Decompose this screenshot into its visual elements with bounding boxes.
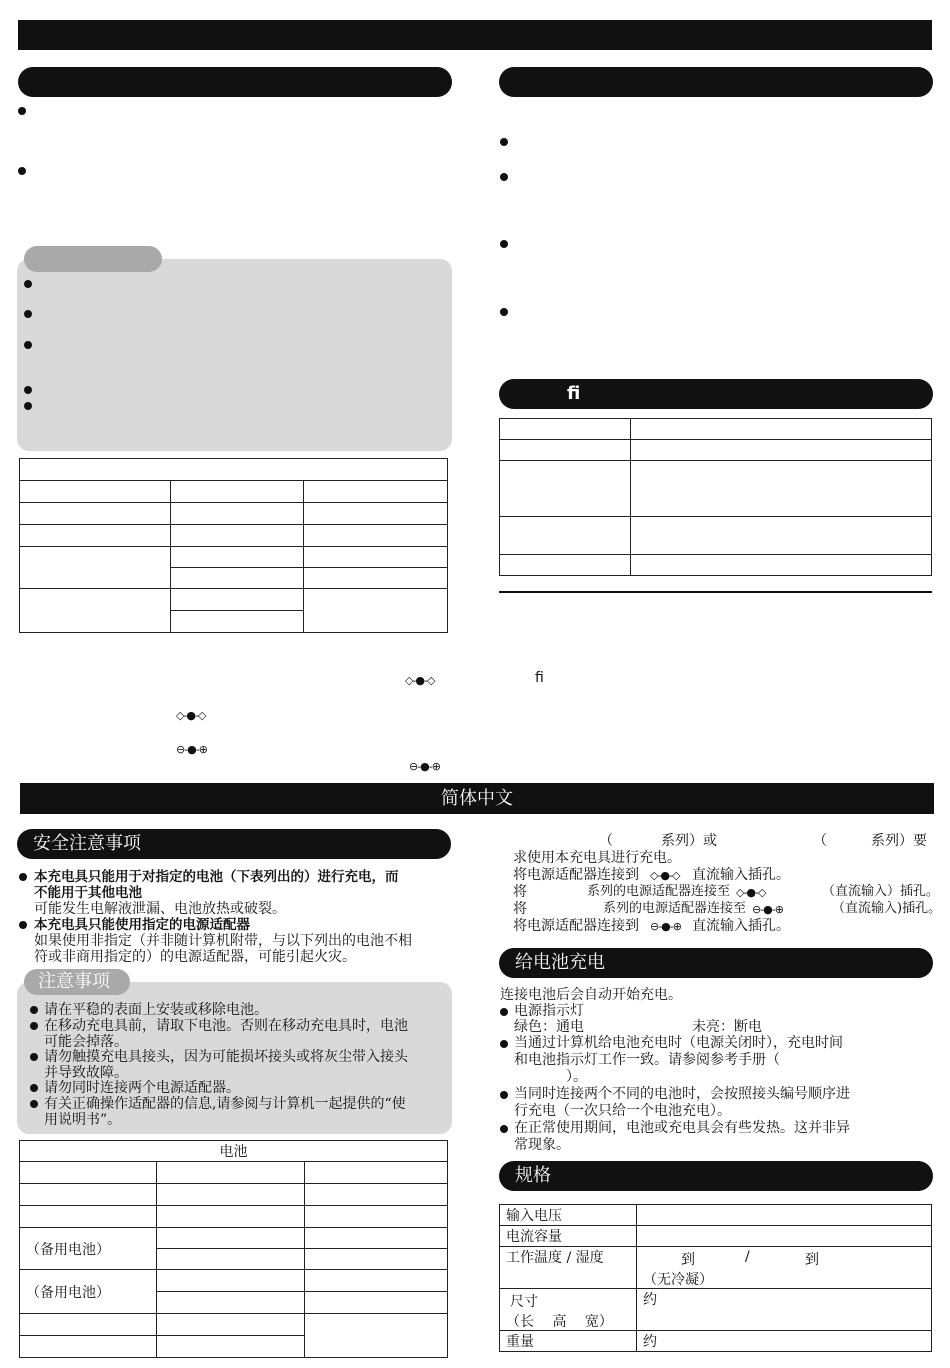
charging-item: ）。 bbox=[566, 1069, 587, 1085]
bullet-dot bbox=[500, 1091, 508, 1099]
bullet-dot bbox=[24, 341, 32, 349]
bullet-dot bbox=[30, 1006, 38, 1014]
spec-value: 到 bbox=[805, 1252, 819, 1268]
intro-paren: （ bbox=[813, 833, 827, 849]
bullet-dot bbox=[24, 386, 32, 394]
safety-item2-bold: 本充电具只能使用指定的电源适配器 bbox=[34, 917, 250, 933]
intro-line: 将电源适配器连接到 bbox=[513, 867, 639, 883]
bullet-dot bbox=[500, 308, 508, 316]
caution-item: 并导致故障。 bbox=[44, 1065, 128, 1081]
safety-item1-bold-b: 不能用于其他电池 bbox=[34, 885, 142, 901]
safety-title: 安全注意事项 bbox=[33, 833, 141, 854]
bullet-dot bbox=[30, 1084, 38, 1092]
intro-line: 系列的电源适配器连接至 bbox=[587, 884, 731, 899]
bullet-dot bbox=[24, 402, 32, 410]
spec-value: / bbox=[745, 1249, 750, 1265]
polarity-symbol-icon: ⊖-●-⊕ bbox=[650, 920, 681, 933]
battery-table bbox=[19, 1140, 448, 1358]
caution-title: 注意事项 bbox=[38, 971, 110, 992]
bullet-dot bbox=[500, 1040, 508, 1048]
spec-label: （长 高 宽） bbox=[506, 1314, 613, 1330]
top-banner bbox=[18, 20, 932, 50]
fi-label: fi bbox=[567, 383, 581, 404]
bullet-dot bbox=[30, 1053, 38, 1061]
charging-item: 电源指示灯 bbox=[514, 1003, 584, 1019]
upper-caution-block bbox=[17, 259, 452, 451]
divider-line bbox=[499, 591, 932, 593]
upper-right-heading-bar bbox=[499, 67, 933, 97]
specs-table bbox=[499, 1204, 932, 1352]
spec-label: 重量 bbox=[500, 1331, 637, 1352]
upper-specs-table bbox=[499, 418, 932, 576]
bullet-dot bbox=[500, 138, 508, 146]
bullet-dot bbox=[24, 310, 32, 318]
backup-battery-label: （备用电池） bbox=[20, 1228, 157, 1270]
caution-item: 请勿触摸充电具接头，因为可能损坏接头或将灰尘带入接头 bbox=[44, 1049, 408, 1065]
safety-item1-text: 可能发生电解液泄漏、电池放热或破裂。 bbox=[34, 901, 286, 917]
bullet-dot bbox=[500, 1125, 508, 1133]
charging-heading bbox=[499, 948, 933, 978]
section-title-bar bbox=[20, 783, 934, 814]
bullet-dot bbox=[19, 873, 27, 881]
spec-value: 到 bbox=[681, 1252, 695, 1268]
intro-line: 将电源适配器连接到 bbox=[513, 918, 639, 934]
upper-caution-pill bbox=[24, 246, 162, 272]
caution-item: 请勿同时连接两个电源适配器。 bbox=[44, 1080, 240, 1096]
intro-line: 将 bbox=[513, 901, 527, 917]
upper-left-heading-bar bbox=[18, 67, 452, 97]
safety-item2-text-b: 符或非商用指定的）的电源适配器，可能引起火灾。 bbox=[34, 949, 356, 965]
caution-item: 请在平稳的表面上安装或移除电池。 bbox=[44, 1002, 268, 1018]
safety-item1-bold-a: 本充电具只能用于对指定的电池（下表列出的）进行充电，而 bbox=[34, 869, 399, 885]
bullet-dot bbox=[500, 1008, 508, 1016]
spec-value: （无冷凝） bbox=[643, 1272, 713, 1288]
polarity-symbol-icon: ⊖-●-⊕ bbox=[752, 903, 783, 916]
backup-battery-label: （备用电池） bbox=[20, 1270, 157, 1314]
fi-note: fi bbox=[535, 670, 544, 686]
spec-label: 尺寸 bbox=[510, 1294, 538, 1310]
intro-line: （直流输入)插孔。 bbox=[832, 901, 942, 916]
intro-paren: （ bbox=[599, 833, 613, 849]
safety-heading bbox=[17, 829, 451, 859]
intro-line: 直流输入插孔。 bbox=[692, 867, 790, 883]
polarity-symbol-icon: ◇-●-◇ bbox=[736, 886, 766, 899]
charging-item: 行充电（一次只给一个电池充电）。 bbox=[514, 1103, 731, 1119]
spec-label: 电流容量 bbox=[500, 1226, 637, 1247]
caution-item: 在移动充电具前，请取下电池。否则在移动充电具时，电池 bbox=[44, 1018, 408, 1034]
charging-item: 当通过计算机给电池充电时（电源关闭时），充电时间 bbox=[514, 1035, 843, 1051]
bullet-dot bbox=[24, 280, 32, 288]
bullet-dot bbox=[30, 1100, 38, 1108]
bullet-dot bbox=[18, 167, 26, 175]
spec-label: 工作温度 / 湿度 bbox=[500, 1247, 637, 1289]
polarity-symbol-icon: ◇-●-◇ bbox=[650, 869, 680, 882]
upper-battery-table bbox=[19, 458, 448, 633]
intro-line: 系列的电源适配器连接至 bbox=[603, 901, 747, 916]
charging-item: 和电池指示灯工作一致。请参阅参考手册（ bbox=[514, 1052, 780, 1068]
charging-item: 常现象。 bbox=[514, 1137, 570, 1153]
battery-table-header: 电池 bbox=[20, 1141, 448, 1162]
charging-intro: 连接电池后会自动开始充电。 bbox=[500, 987, 682, 1003]
bullet-dot bbox=[19, 921, 27, 929]
intro-series: 系列）或 bbox=[661, 833, 717, 849]
bullet-dot bbox=[30, 1022, 38, 1030]
polarity-symbol-icon: ⊖-●-⊕ bbox=[409, 760, 440, 773]
polarity-symbol-icon: ◇-●-◇ bbox=[176, 709, 206, 722]
spec-label: 输入电压 bbox=[500, 1205, 637, 1226]
spec-value: 约 bbox=[637, 1331, 932, 1352]
charging-title: 给电池充电 bbox=[515, 952, 605, 973]
caution-item: 有关正确操作适配器的信息,请参阅与计算机一起提供的“使 bbox=[44, 1096, 406, 1112]
caution-item: 可能会掉落。 bbox=[44, 1034, 128, 1050]
charging-item: 未亮：断电 bbox=[692, 1019, 762, 1035]
charging-item: 在正常使用期间，电池或充电具会有些发热。这并非异 bbox=[514, 1120, 850, 1136]
polarity-symbol-icon: ⊖-●-⊕ bbox=[176, 743, 207, 756]
caution-heading bbox=[24, 969, 130, 995]
caution-item: 用说明书”。 bbox=[44, 1112, 122, 1128]
specs-heading bbox=[499, 1161, 933, 1191]
intro-line: 将 bbox=[513, 884, 527, 900]
section-title: 简体中文 bbox=[441, 788, 513, 809]
bullet-dot bbox=[500, 173, 508, 181]
upper-specs-heading-bar bbox=[499, 379, 933, 409]
charging-item: 绿色：通电 bbox=[514, 1019, 584, 1035]
intro-line: （直流输入）插孔。 bbox=[822, 884, 940, 899]
intro-line: 求使用本充电具进行充电。 bbox=[513, 850, 681, 866]
intro-series: 系列）要 bbox=[871, 833, 927, 849]
intro-line: 直流输入插孔。 bbox=[692, 918, 790, 934]
polarity-symbol-icon: ◇-●-◇ bbox=[405, 674, 435, 687]
bullet-dot bbox=[500, 240, 508, 248]
safety-item2-text-a: 如果使用非指定（并非随计算机附带，与以下列出的电池不相 bbox=[34, 933, 412, 949]
charging-item: 当同时连接两个不同的电池时，会按照接头编号顺序进 bbox=[514, 1086, 850, 1102]
bullet-dot bbox=[18, 107, 26, 115]
spec-value: 约 bbox=[637, 1289, 932, 1331]
specs-title: 规格 bbox=[515, 1165, 551, 1186]
